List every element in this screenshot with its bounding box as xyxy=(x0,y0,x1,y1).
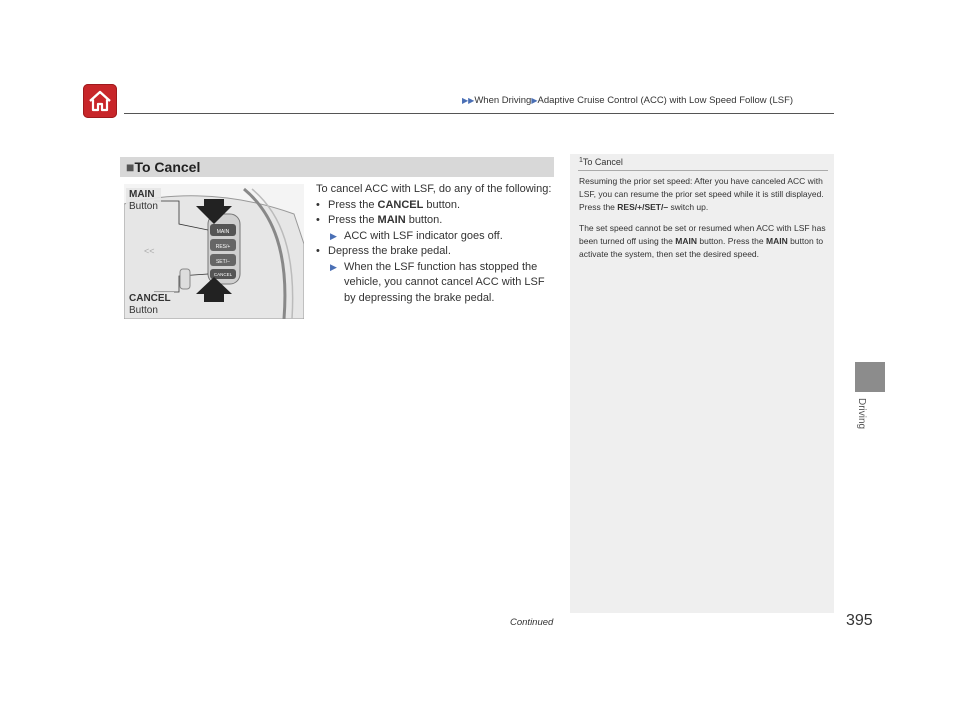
square-bullet-icon: ■ xyxy=(126,159,135,175)
home-button[interactable] xyxy=(83,84,117,118)
breadcrumb-item[interactable]: When Driving xyxy=(474,95,532,106)
list-subitem: ▶ ACC with LSF indicator goes off. xyxy=(316,229,556,245)
note-paragraph: Resuming the prior set speed: After you have canceled ACC with LSF, you can resume the prior set speed while it is still displayed. Press the RES/+/SET/– switch up. xyxy=(579,176,824,212)
header-divider xyxy=(124,113,834,114)
triangle-right-icon: ▶ xyxy=(330,230,337,241)
breadcrumb-item[interactable]: Adaptive Cruise Control (ACC) with Low Speed Follow (LSF) xyxy=(537,95,794,106)
triangle-right-icon: ▶ xyxy=(531,96,538,105)
chapter-label: Driving xyxy=(856,398,867,430)
home-icon xyxy=(83,84,117,118)
svg-text:CANCEL: CANCEL xyxy=(213,272,233,277)
triangle-right-icon: ▶ xyxy=(330,261,337,272)
svg-text:<<: << xyxy=(144,246,155,256)
instruction-body xyxy=(316,182,556,306)
note-body xyxy=(579,175,827,269)
chapter-tab[interactable] xyxy=(855,362,885,392)
list-item: • Press the MAIN button. xyxy=(316,213,556,229)
svg-text:MAIN: MAIN xyxy=(216,229,230,235)
main-button-callout: MAIN Button xyxy=(126,188,161,214)
svg-text:RES/+: RES/+ xyxy=(215,244,231,250)
note-paragraph: The set speed cannot be set or resumed when ACC with LSF has been turned off using the MAIN button. Press the MAIN button to activate the system, then set the desired speed. xyxy=(579,223,826,259)
list-subitem: ▶ When the LSF function has stopped the vehicle, you cannot cancel ACC with LSF by depressing the brake pedal. xyxy=(330,260,545,304)
page-number: 395 xyxy=(846,612,873,629)
list-item: • Depress the brake pedal. xyxy=(316,244,556,260)
breadcrumb xyxy=(462,95,793,106)
note-divider xyxy=(578,170,828,171)
cancel-button-callout: CANCEL Button xyxy=(126,292,174,318)
intro-text: To cancel ACC with LSF, do any of the following: xyxy=(316,183,552,195)
section-title: ■To Cancel xyxy=(126,159,201,175)
list-item: • Press the CANCEL button. xyxy=(316,198,556,214)
continued-label: Continued xyxy=(510,617,554,628)
svg-text:SET/−: SET/− xyxy=(215,259,231,265)
note-title: $^1$To Cancel xyxy=(579,157,623,167)
triangle-right-icon: ▶▶ xyxy=(462,96,475,105)
